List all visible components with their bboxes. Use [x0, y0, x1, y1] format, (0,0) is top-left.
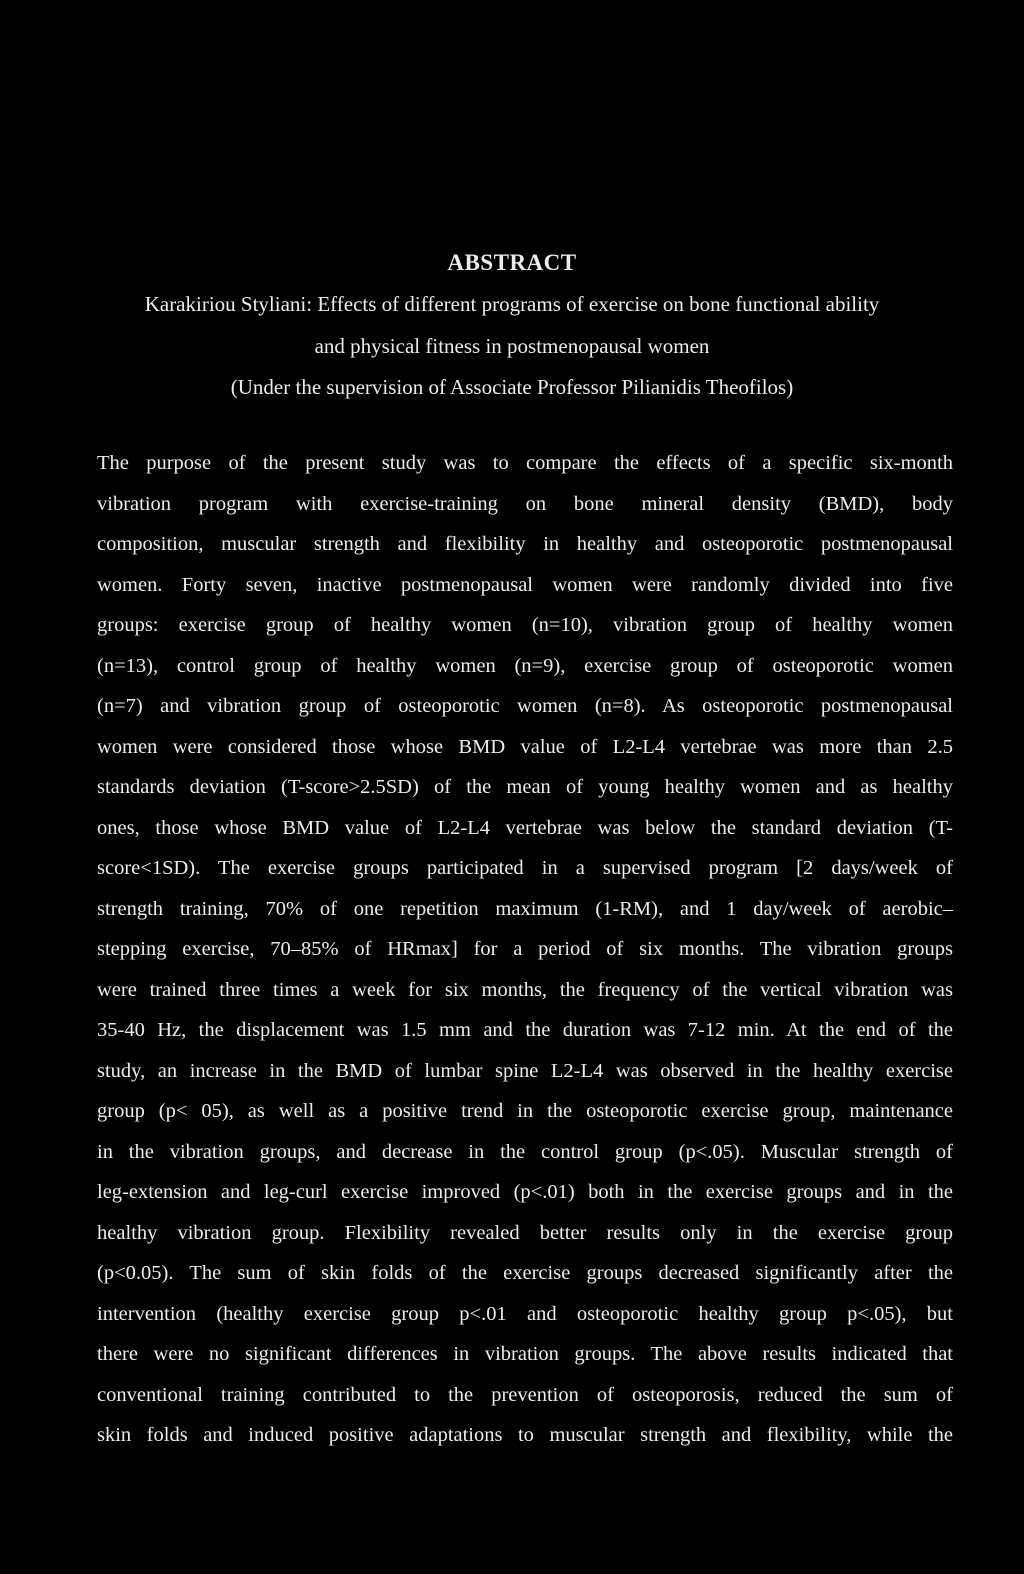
- abstract-heading: ABSTRACT: [447, 250, 577, 275]
- body-line: women. Forty seven, inactive postmenopausal women were randomly divided into five: [97, 573, 953, 596]
- body-line: vibration program with exercise-training on bone mineral density (BMD), body: [97, 492, 953, 515]
- body-line: ones, those whose BMD value of L2-L4 vertebrae was below the standard deviation (T-: [97, 816, 953, 839]
- body-line: leg-extension and leg-curl exercise improved (p<.01) both in the exercise groups and in the: [97, 1181, 953, 1203]
- abstract-body: [97, 443, 953, 1456]
- body-line: 35-40 Hz, the displacement was 1.5 mm and the duration was 7-12 min. At the end of the: [97, 1019, 953, 1041]
- body-line: were trained three times a week for six months, the frequency of the vertical vibration was: [97, 978, 953, 1001]
- body-line: (p<0.05). The sum of skin folds of the exercise groups decreased significantly after the: [97, 1262, 953, 1284]
- body-line: groups: exercise group of healthy women (n=10), vibration group of healthy women: [97, 614, 953, 636]
- body-line: women were considered those whose BMD value of L2-L4 vertebrae was more than 2.5: [97, 735, 953, 758]
- body-line: skin folds and induced positive adaptations to muscular strength and flexibility, while the: [97, 1424, 953, 1446]
- thesis-title-line-1: Karakiriou Styliani: Effects of different programs of exercise on bone functional ability: [144, 292, 880, 316]
- thesis-title-line-2: and physical fitness in postmenopausal women: [314, 334, 710, 358]
- body-line: healthy vibration group. Flexibility revealed better results only in the exercise group: [97, 1221, 953, 1244]
- body-line: (n=13), control group of healthy women (n=9), exercise group of osteoporotic women: [97, 654, 953, 677]
- body-line: stepping exercise, 70–85% of HRmax] for a period of six months. The vibration groups: [97, 938, 953, 960]
- supervision-line: (Under the supervision of Associate Professor Pilianidis Theofilos): [230, 375, 794, 399]
- body-line: The purpose of the present study was to compare the effects of a specific six-month: [97, 452, 953, 474]
- body-line: (n=7) and vibration group of osteoporotic women (n=8). As osteoporotic postmenopausal: [97, 695, 953, 717]
- body-line: conventional training contributed to the prevention of osteoporosis, reduced the sum of: [97, 1383, 953, 1406]
- body-line: study, an increase in the BMD of lumbar spine L2-L4 was observed in the healthy exercise: [97, 1059, 953, 1082]
- body-line: composition, muscular strength and flexibility in healthy and osteoporotic postmenopausal: [97, 533, 953, 555]
- body-line: standards deviation (T-score>2.5SD) of the mean of young healthy women and as healthy: [97, 776, 953, 798]
- body-line: strength training, 70% of one repetition maximum (1-RM), and 1 day/week of aerobic–: [97, 897, 953, 920]
- body-line: score<1SD). The exercise groups participated in a supervised program [2 days/week of: [97, 857, 953, 879]
- body-line: intervention (healthy exercise group p<.01 and osteoporotic healthy group p<.05), but: [97, 1302, 953, 1325]
- body-line: in the vibration groups, and decrease in the control group (p<.05). Muscular strength of: [97, 1140, 953, 1163]
- body-line: there were no significant differences in vibration groups. The above results indicated that: [97, 1343, 953, 1365]
- body-line: group (p< 05), as well as a positive trend in the osteoporotic exercise group, maintenance: [97, 1100, 953, 1122]
